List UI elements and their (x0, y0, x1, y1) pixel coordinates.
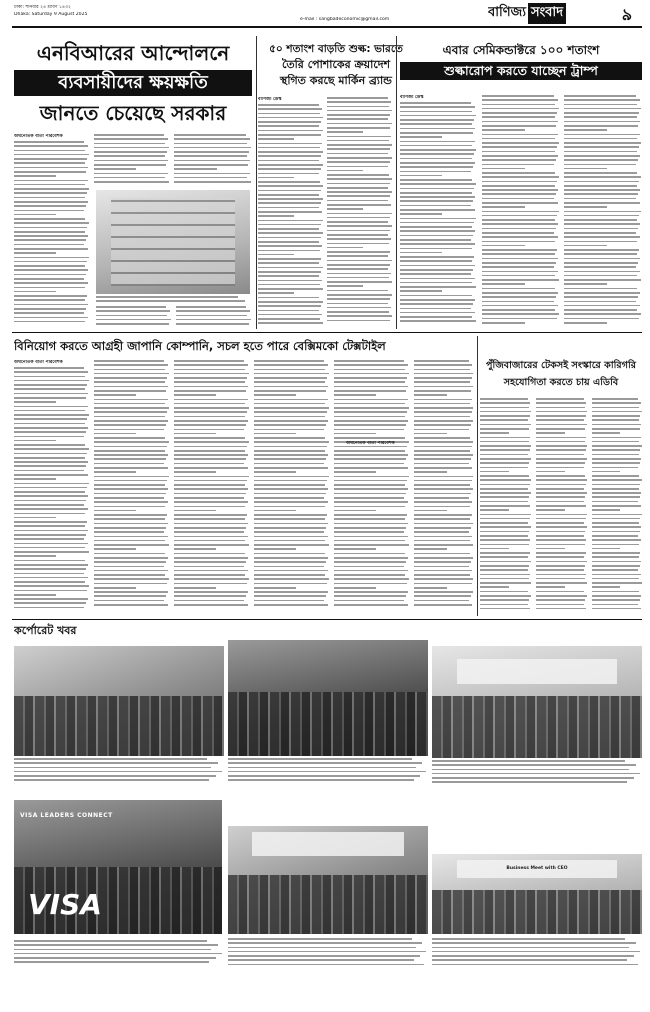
corporate-photo-caption-2 (228, 758, 428, 786)
corporate-photo-caption-4 (14, 940, 224, 970)
business-meet-sign: Business Meet with CEO (506, 866, 568, 871)
story5-body-col-3 (592, 398, 642, 613)
story3-headline-line-2: শুল্কারোপ করতে যাচ্ছেন ট্রাম্প (400, 62, 642, 80)
story3-body-col-2 (482, 95, 560, 328)
lead-headline-line-2: ব্যবসায়ীদের ক্ষয়ক্ষতি (14, 70, 252, 96)
lead-headline-line-1: এনবিআরের আন্দোলনে (36, 41, 230, 65)
corporate-photo-meeting (228, 640, 428, 756)
corporate-photo-boardroom (14, 646, 224, 756)
section-rule (12, 332, 642, 333)
page-number: ৯ (621, 5, 633, 24)
lead-photo-caption (96, 296, 250, 305)
lead-body-col-2 (94, 134, 170, 188)
visa-logo-sign: VISA (28, 888, 102, 921)
column-divider (396, 36, 397, 329)
masthead-email: e-mail : sangbadeconomic@gmail.com (300, 17, 390, 22)
story4-body-col-6 (414, 360, 474, 613)
story3-body-col-3 (564, 95, 642, 328)
story4-body-col-5 (334, 360, 410, 613)
dateline-bengali: ঢাকা: শনিবার ২৪ শ্রাবণ ১৪৩২ (14, 5, 71, 10)
story3-byline: বাণিজ্য ডেস্ক (400, 95, 424, 100)
story3-body-col-1 (400, 102, 477, 328)
lead-body-col-3-cont (176, 306, 252, 328)
corporate-photo-ceremony (228, 826, 428, 934)
column-divider (477, 336, 478, 616)
story5-headline-line-2: সহযোগিতা করতে চায় এডিবি (503, 377, 619, 388)
story4-byline: অর্থনৈতিক বার্তা পরিবেশক (14, 360, 63, 365)
newspaper-logo (488, 2, 608, 24)
lead-headline-line-3: জানতে চেয়েছে সরকার (39, 101, 227, 125)
story2-body-col-1 (258, 104, 324, 328)
corporate-photo-business-meet (432, 854, 642, 934)
corporate-photo-caption-6 (432, 938, 642, 970)
story5-byline: অর্থনৈতিক বার্তা পরিবেশক (346, 441, 395, 446)
lead-byline: অর্থনৈতিক বার্তা পরিবেশক (14, 134, 63, 139)
lead-body-col-3 (174, 134, 252, 188)
dateline-english: Dhaka: Saturday 9 August 2025 (14, 12, 88, 17)
story2-body-col-2 (327, 97, 393, 328)
story4-body-col-4 (254, 360, 330, 613)
lead-body-col-2-cont (96, 306, 172, 328)
story4-body-col-1 (14, 367, 90, 613)
corporate-photo-award (432, 646, 642, 758)
story2-headline-line-2: তৈরি পোশাকের ক্রয়াদেশ (281, 58, 391, 71)
corporate-section-title: কর্পোরেট খবর (14, 624, 77, 637)
story5-body-col-1 (480, 398, 532, 613)
story2-headline-line-3: স্থগিত করছে মার্কিন ব্র্যান্ড (280, 74, 392, 87)
logo-text-sangbad: সংবাদ (528, 3, 566, 24)
column-divider (256, 36, 257, 329)
masthead-rule (12, 26, 642, 28)
story4-body-col-3 (174, 360, 250, 613)
corporate-photo-caption-5 (228, 938, 428, 970)
corporate-photo-caption-1 (14, 758, 224, 786)
lead-body-col-1 (14, 141, 90, 327)
corporate-section-rule (12, 619, 642, 620)
corporate-photo-caption-3 (432, 760, 642, 788)
story4-body-col-2 (94, 360, 170, 613)
logo-text-banijjo: বাণিজ্য (488, 4, 526, 20)
visa-leaders-connect-sign: VISA LEADERS CONNECT (20, 812, 113, 819)
story3-headline-line-1: এবার সেমিকন্ডাক্টরে ১০০ শতাংশ (442, 43, 600, 57)
story5-body-col-2 (536, 398, 588, 613)
corporate-photo-visa-event (14, 800, 222, 934)
story4-headline: বিনিয়োগ করতে আগ্রহী জাপানি কোম্পানি, সচল হতে পারে বেক্সিমকো টেক্সটাইল (14, 339, 386, 353)
story2-byline: বাণিজ্য ডেস্ক (258, 97, 282, 102)
lead-photo-building (96, 190, 250, 294)
story5-headline-line-1: পুঁজিবাজারের টেকসই সংস্কারে কারিগরি (485, 360, 637, 371)
story2-headline-line-1: ৫০ শতাংশ বাড়তি শুল্ক: ভারতে (269, 43, 403, 55)
